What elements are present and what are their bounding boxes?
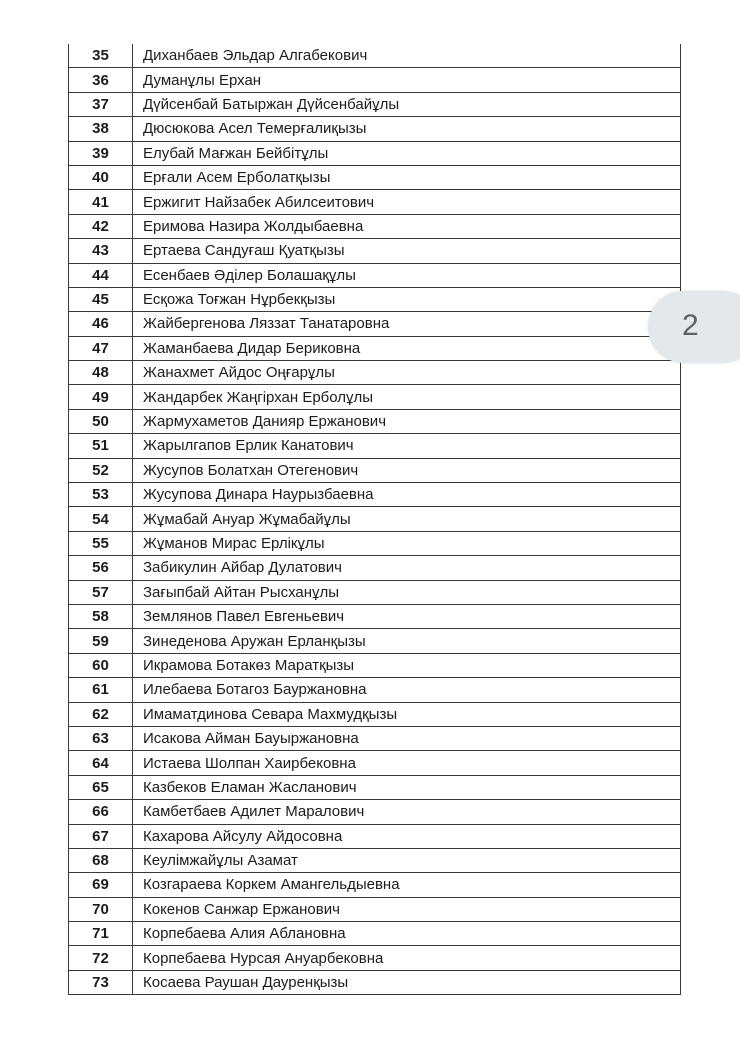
student-name: Думанұлы Ерхан [133, 68, 681, 92]
table-row [69, 361, 681, 385]
student-name: Козгараева Коркем Амангельдыевна [133, 873, 681, 897]
table-row [69, 385, 681, 409]
row-number: 43 [69, 239, 133, 263]
student-name: Жанахмет Айдос Оңғарұлы [133, 361, 681, 385]
table-row [69, 409, 681, 433]
student-name: Корпебаева Нурсая Ануарбековна [133, 946, 681, 970]
row-number: 65 [69, 775, 133, 799]
row-number: 42 [69, 214, 133, 238]
row-number: 63 [69, 726, 133, 750]
table-row [69, 287, 681, 311]
table-row [69, 800, 681, 824]
student-name: Жаманбаева Дидар Бериковна [133, 336, 681, 360]
row-number: 64 [69, 751, 133, 775]
student-name: Зағыпбай Айтан Рысханұлы [133, 580, 681, 604]
table-row [69, 556, 681, 580]
student-name: Икрамова Ботакөз Маратқызы [133, 653, 681, 677]
student-name: Илебаева Ботагоз Бауржановна [133, 678, 681, 702]
row-number: 55 [69, 531, 133, 555]
row-number: 46 [69, 312, 133, 336]
student-name: Жұманов Мирас Ерлікұлы [133, 531, 681, 555]
table-row [69, 190, 681, 214]
student-list-table [68, 44, 681, 995]
student-name: Есқожа Тоғжан Нұрбекқызы [133, 287, 681, 311]
student-name: Ертаева Сандуғаш Қуатқызы [133, 239, 681, 263]
row-number: 48 [69, 361, 133, 385]
row-number: 61 [69, 678, 133, 702]
row-number: 73 [69, 970, 133, 994]
student-name: Есенбаев Әділер Болашақұлы [133, 263, 681, 287]
row-number: 58 [69, 604, 133, 628]
row-number: 56 [69, 556, 133, 580]
student-name: Жармухаметов Данияр Ержанович [133, 409, 681, 433]
student-name: Кеулімжайұлы Азамат [133, 848, 681, 872]
student-name: Елубай Мағжан Бейбітұлы [133, 141, 681, 165]
row-number: 36 [69, 68, 133, 92]
row-number: 57 [69, 580, 133, 604]
row-number: 62 [69, 702, 133, 726]
table-row [69, 678, 681, 702]
student-name: Землянов Павел Евгеньевич [133, 604, 681, 628]
student-list-body [69, 44, 681, 995]
table-row [69, 312, 681, 336]
student-name: Жусупова Динара Наурызбаевна [133, 483, 681, 507]
table-row [69, 824, 681, 848]
table-row [69, 239, 681, 263]
table-row [69, 214, 681, 238]
table-row [69, 92, 681, 116]
row-number: 53 [69, 483, 133, 507]
row-number: 54 [69, 507, 133, 531]
table-row [69, 117, 681, 141]
table-row [69, 141, 681, 165]
row-number: 37 [69, 92, 133, 116]
row-number: 39 [69, 141, 133, 165]
row-number: 38 [69, 117, 133, 141]
table-row [69, 44, 681, 68]
student-name: Кокенов Санжар Ержанович [133, 897, 681, 921]
row-number: 69 [69, 873, 133, 897]
row-number: 40 [69, 165, 133, 189]
student-name: Кахарова Айсулу Айдосовна [133, 824, 681, 848]
row-number: 71 [69, 922, 133, 946]
table-row [69, 775, 681, 799]
table-row [69, 629, 681, 653]
table-row [69, 507, 681, 531]
row-number: 49 [69, 385, 133, 409]
table-row [69, 702, 681, 726]
student-name: Дүйсенбай Батыржан Дүйсенбайұлы [133, 92, 681, 116]
row-number: 68 [69, 848, 133, 872]
table-row [69, 848, 681, 872]
table-row [69, 946, 681, 970]
row-number: 66 [69, 800, 133, 824]
table-row [69, 68, 681, 92]
student-name: Зинеденова Аружан Ерланқызы [133, 629, 681, 653]
table-row [69, 970, 681, 994]
row-number: 52 [69, 458, 133, 482]
table-row [69, 336, 681, 360]
student-name: Имаматдинова Севара Махмудқызы [133, 702, 681, 726]
table-row [69, 726, 681, 750]
table-row [69, 165, 681, 189]
row-number: 44 [69, 263, 133, 287]
row-number: 50 [69, 409, 133, 433]
table-row [69, 751, 681, 775]
student-name: Жандарбек Жаңгірхан Ерболұлы [133, 385, 681, 409]
table-row [69, 873, 681, 897]
student-name: Исакова Айман Бауыржановна [133, 726, 681, 750]
student-name: Дюсюкова Асел Темерғалиқызы [133, 117, 681, 141]
student-name: Жұмабай Ануар Жұмабайұлы [133, 507, 681, 531]
student-name: Корпебаева Алия Аблановна [133, 922, 681, 946]
table-row [69, 483, 681, 507]
student-name: Забикулин Айбар Дулатович [133, 556, 681, 580]
table-row [69, 604, 681, 628]
row-number: 45 [69, 287, 133, 311]
student-name: Косаева Раушан Дауренқызы [133, 970, 681, 994]
row-number: 60 [69, 653, 133, 677]
student-name: Казбеков Еламан Жасланович [133, 775, 681, 799]
row-number: 47 [69, 336, 133, 360]
row-number: 51 [69, 434, 133, 458]
page-number: 2 [682, 309, 699, 342]
student-name: Диханбаев Эльдар Алгабекович [133, 44, 681, 68]
row-number: 70 [69, 897, 133, 921]
student-name: Ержигит Найзабек Абилсеитович [133, 190, 681, 214]
row-number: 67 [69, 824, 133, 848]
student-name: Жарылгапов Ерлик Канатович [133, 434, 681, 458]
table-row [69, 263, 681, 287]
row-number: 41 [69, 190, 133, 214]
table-row [69, 580, 681, 604]
student-name: Жусупов Болатхан Отегенович [133, 458, 681, 482]
student-name: Камбетбаев Адилет Маралович [133, 800, 681, 824]
table-row [69, 653, 681, 677]
table-row [69, 531, 681, 555]
student-name: Еримова Назира Жолдыбаевна [133, 214, 681, 238]
student-name: Истаева Шолпан Хаирбековна [133, 751, 681, 775]
row-number: 35 [69, 44, 133, 68]
page-indicator-tab[interactable] [648, 291, 740, 363]
row-number: 72 [69, 946, 133, 970]
table-row [69, 434, 681, 458]
student-name: Ерғали Асем Ерболатқызы [133, 165, 681, 189]
row-number: 59 [69, 629, 133, 653]
student-name: Жайбергенова Ляззат Танатаровна [133, 312, 681, 336]
table-row [69, 458, 681, 482]
table-row [69, 897, 681, 921]
table-row [69, 922, 681, 946]
